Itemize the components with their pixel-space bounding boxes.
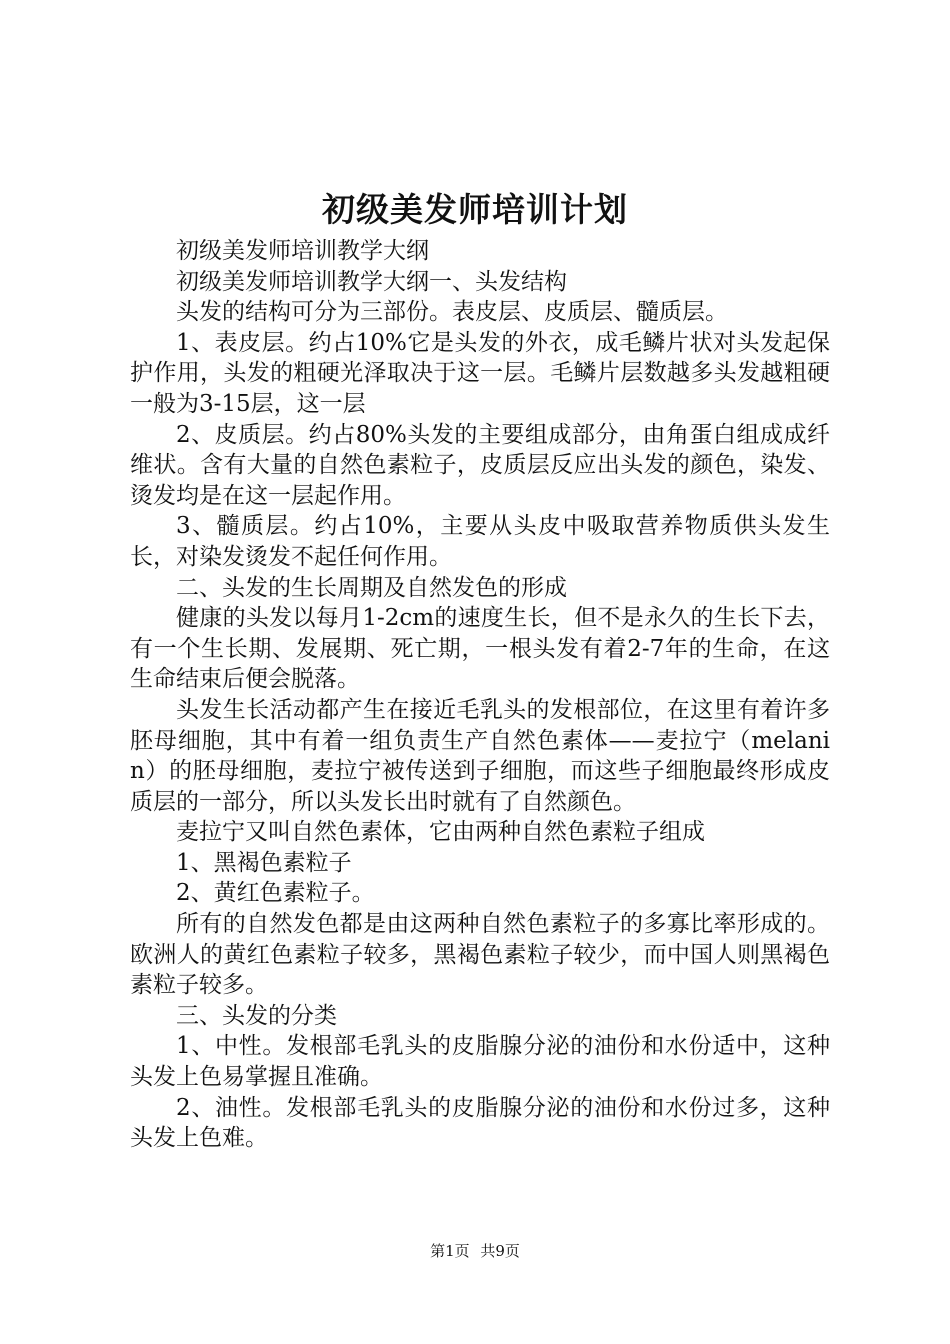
paragraph: 头发的结构可分为三部份。表皮层、皮质层、髓质层。	[176, 299, 728, 326]
paragraph: 1、黑褐色素粒子	[176, 849, 352, 876]
paragraph: 1、中性。发根部毛乳头的皮脂腺分泌的油份和水份适中，这种头发上色易掌握且准确。	[130, 1033, 830, 1091]
document-title: 初级美发师培训计划	[322, 190, 628, 229]
paragraph: 2、皮质层。约占80%头发的主要组成部分，由角蛋白组成成纤维状。含有大量的自然色素粒子，皮质层反应出头发的颜色，染发、烫发均是在这一层起作用。	[130, 421, 830, 509]
paragraph: 健康的头发以每月1-2cm的速度生长，但不是永久的生长下去，有一个生长期、发展期、死亡期，一根头发有着2-7年的生命，在这生命结束后便会脱落。	[130, 605, 830, 693]
paragraph: 头发生长活动都产生在接近毛乳头的发根部位，在这里有着许多胚母细胞，其中有着一组负责生产自然色素体——麦拉宁（melanin）的胚母细胞，麦拉宁被传送到子细胞，而这些子细胞最终形成皮质层的一部分，所以头发长出时就有了自然颜色。	[130, 696, 830, 815]
document-body	[130, 236, 830, 1154]
paragraph: 2、黄红色素粒子。	[176, 880, 375, 907]
paragraph: 3、髓质层。约占10%，主要从头皮中吸取营养物质供头发生长，对染发烫发不起任何作用。	[130, 513, 830, 570]
paragraph: 所有的自然发色都是由这两种自然色素粒子的多寡比率形成的。欧洲人的黄红色素粒子较多，黑褐色素粒子较少，而中国人则黑褐色素粒子较多。	[130, 911, 830, 999]
paragraph: 初级美发师培训教学大纲一、头发结构	[176, 268, 567, 295]
paragraph: 麦拉宁又叫自然色素体，它由两种自然色素粒子组成	[176, 819, 705, 846]
page-number: 第1页	[430, 1242, 470, 1260]
paragraph: 2、油性。发根部毛乳头的皮脂腺分泌的油份和水份过多，这种头发上色难。	[130, 1094, 830, 1152]
page-total: 共9页	[480, 1242, 520, 1260]
paragraph: 1、表皮层。约占10%它是头发的外衣，成毛鳞片状对头发起保护作用，头发的粗硬光泽取决于这一层。毛鳞片层数越多头发越粗硬一般为3-15层，这一层	[130, 329, 830, 417]
section-heading: 二、头发的生长周期及自然发色的形成	[176, 574, 567, 601]
page-footer	[0, 1240, 950, 1262]
section-heading: 三、头发的分类	[176, 1002, 337, 1029]
paragraph: 初级美发师培训教学大纲	[176, 238, 429, 264]
